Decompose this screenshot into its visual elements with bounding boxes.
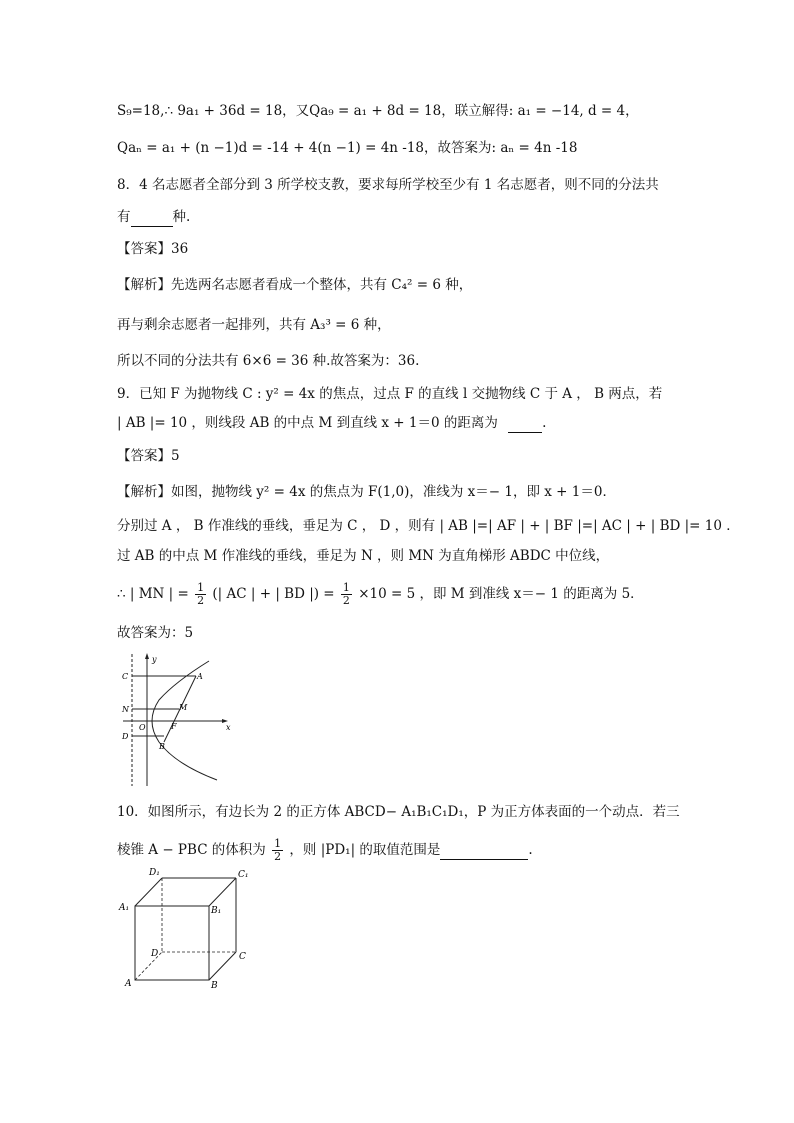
question-10-middle: ，则 |PD₁| 的取值范围是 (289, 842, 441, 858)
fraction-denominator: 2 (342, 594, 350, 607)
question-9-text: 9．已知 F 为抛物线 C : y² = 4x 的焦点，过点 F 的直线 l 交抛物线 C 于 A ， B 两点，若 (117, 386, 663, 402)
question-9-text-2 (117, 414, 546, 433)
question-8-solution-3: 所以不同的分法共有 6×6 = 36 种.故答案为：36. (117, 353, 420, 369)
question-9-solution-1: 【解析】如图，抛物线 y² = 4x 的焦点为 F(1,0)，准线为 x＝− 1，即 x + 1＝0． (117, 484, 616, 500)
fraction-numerator: 1 (197, 581, 205, 594)
label-c: C (122, 672, 129, 681)
answer-blank[interactable] (508, 414, 542, 433)
question-10-text-2 (117, 838, 533, 863)
label-f: F (171, 722, 177, 731)
mn-length-prefix: ∴ | MN | = (117, 586, 189, 602)
label-b: B (211, 981, 218, 991)
label-c: C (239, 952, 246, 962)
answer-blank[interactable] (131, 208, 173, 227)
label-y: y (152, 655, 157, 664)
label-a: A (197, 672, 203, 681)
question-8-suffix: 种. (172, 209, 191, 225)
question-8-text-2 (117, 208, 190, 227)
label-d: D (151, 949, 159, 959)
question-9-suffix: . (542, 415, 547, 431)
fraction-numerator: 1 (274, 837, 282, 850)
question-8-solution-1: 【解析】先选两名志愿者看成一个整体，共有 C₄² = 6 种， (117, 277, 473, 293)
label-a: A (125, 979, 132, 989)
label-a1: A₁ (119, 903, 130, 913)
question-8-prefix: 有 (117, 209, 131, 225)
fraction-numerator: 1 (342, 581, 350, 594)
question-9-solution-3: 过 AB 的中点 M 作准线的垂线，垂足为 N ，则 MN 为直角梯形 ABDC 中位线， (117, 548, 610, 564)
solution-line-sum: S₉=18,∴ 9a₁ + 36d = 18，又Qa₉ = a₁ + 8d = 18，联立解得: a₁ = −14, d = 4， (117, 103, 639, 119)
label-o: O (139, 723, 146, 732)
question-10-text: 10．如图所示，有边长为 2 的正方体 ABCD− A₁B₁C₁D₁，P 为正方体表面的一个动点．若三 (117, 804, 680, 820)
question-8-text: 8．4 名志愿者全部分到 3 所学校支教，要求每所学校至少有 1 名志愿者，则不同的分法共 (117, 177, 659, 193)
question-9-prefix: | AB |= 10 ，则线段 AB 的中点 M 到直线 x + 1＝0 的距离为 (117, 415, 498, 431)
mn-length-middle: (| AC | + | BD |) = (212, 586, 335, 602)
question-9-solution-5: 故答案为：5 (117, 625, 194, 641)
label-x: x (226, 723, 231, 732)
fraction-half-volume (272, 838, 283, 863)
fraction-half-2 (341, 582, 352, 607)
edge-a1d1 (135, 878, 162, 906)
fraction-denominator: 2 (274, 850, 282, 863)
question-10-suffix: . (528, 842, 533, 858)
question-10-prefix: 棱锥 A − PBC 的体积为 (117, 842, 266, 858)
label-d: D (122, 732, 129, 741)
question-9-answer: 【答案】5 (117, 448, 180, 464)
question-8-solution-2: 再与剩余志愿者一起排列，共有 A₃³ = 6 种， (117, 317, 391, 333)
label-b: B (159, 742, 165, 751)
answer-blank[interactable] (440, 841, 528, 860)
question-8-answer: 【答案】36 (117, 241, 189, 257)
label-b1: B₁ (211, 906, 222, 916)
cube-figure (117, 862, 257, 992)
question-9-solution-4 (117, 582, 644, 607)
fraction-half (195, 582, 206, 607)
label-m: M (179, 703, 188, 712)
edge-b1c1 (209, 878, 236, 906)
label-c1: C₁ (238, 870, 249, 880)
edge-bc (209, 952, 236, 980)
question-9-solution-2: 分别过 A ， B 作准线的垂线，垂足为 C ， D ，则有 | AB |=| AF | + | BF |=| AC | + | BD |= 10 ． (117, 518, 740, 534)
y-axis-arrow (145, 653, 149, 659)
label-n: N (122, 705, 129, 714)
parabola-figure (117, 650, 237, 790)
fraction-denominator: 2 (197, 594, 205, 607)
mn-length-suffix: ×10 = 5 ，即 M 到准线 x＝− 1 的距离为 5． (358, 586, 644, 602)
label-d1: D₁ (149, 868, 160, 878)
solution-line-general-term: Qaₙ = a₁ + (n −1)d = -14 + 4(n −1) = 4n -18，故答案为: aₙ = 4n -18 (117, 140, 578, 156)
